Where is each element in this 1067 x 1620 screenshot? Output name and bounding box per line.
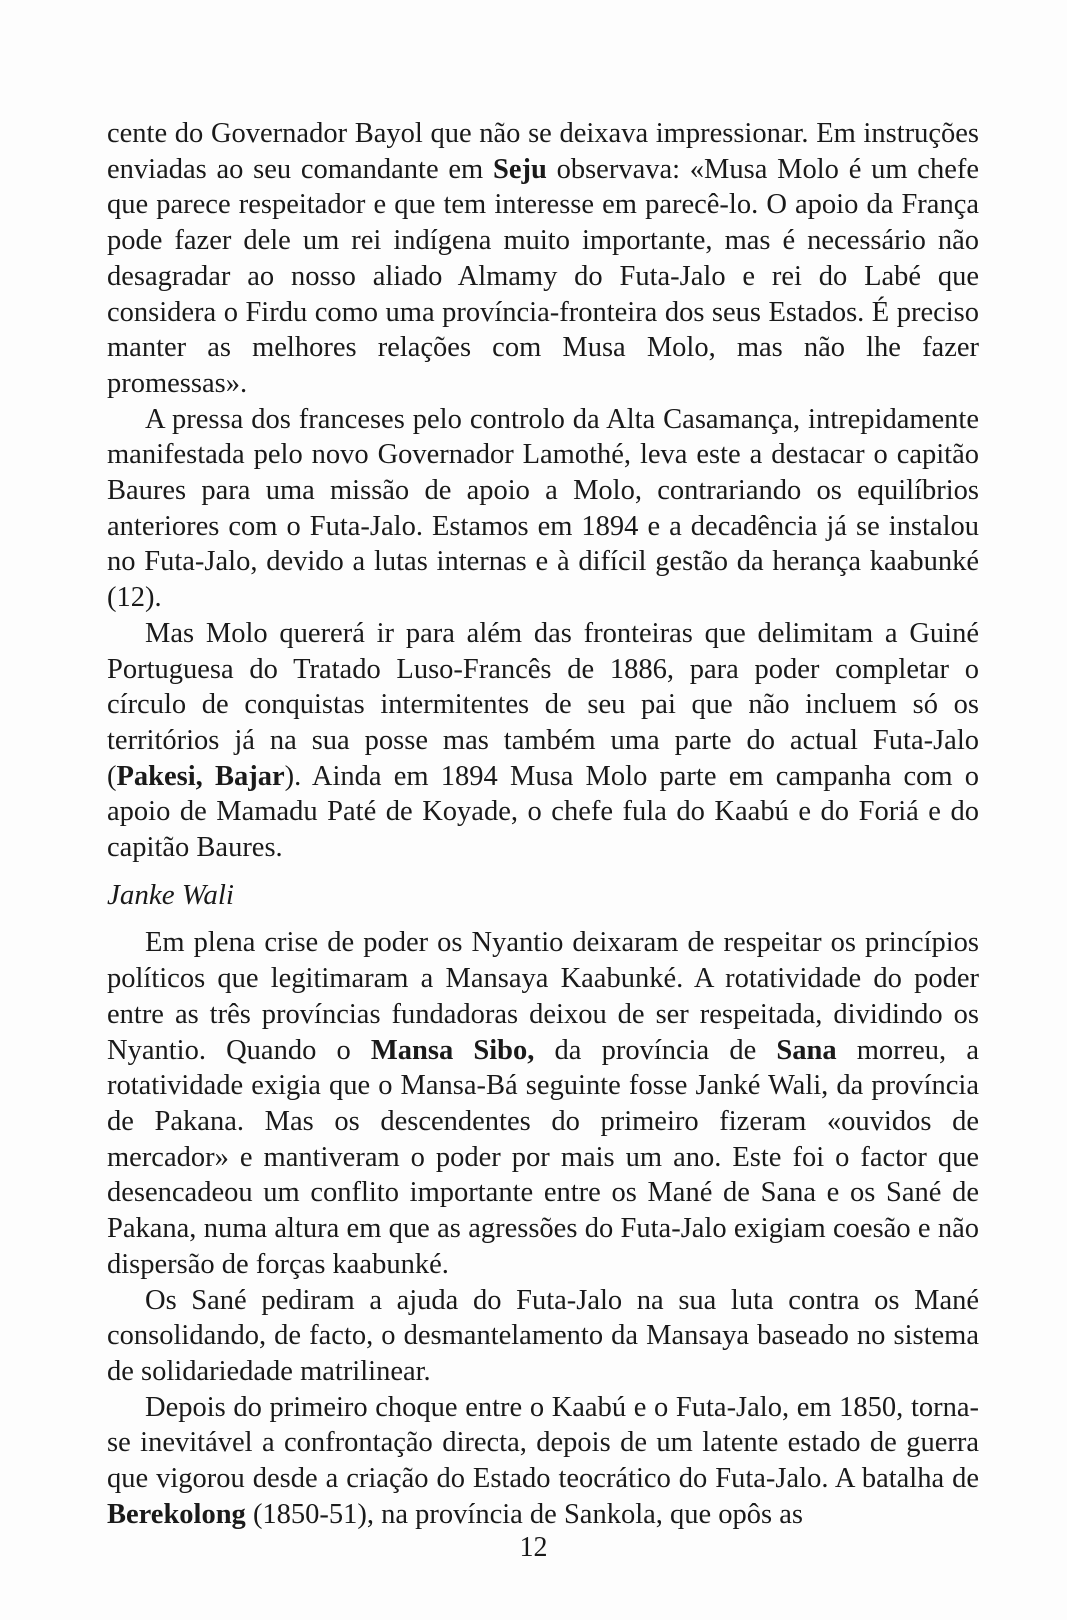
paragraph	[107, 925, 979, 1282]
bold-term: Seju	[492, 153, 547, 185]
bold-term: Mansa Sibo,	[370, 1034, 535, 1066]
bold-term: Pakesi, Bajar	[116, 760, 285, 792]
text-run: Os Sané pediram a ajuda do Futa-Jalo na sua luta contra os Mané consolidando, de facto, o desmantelamento da Mansaya baseado no sistema de solidariedade matrilinear.	[107, 1284, 979, 1387]
paragraph	[107, 616, 979, 866]
text-run: da província de	[534, 1034, 777, 1066]
bold-term: Sana	[776, 1034, 837, 1066]
section-heading: Janke Wali	[107, 878, 234, 911]
paragraph	[107, 1390, 979, 1533]
text-run: Depois do primeiro choque entre o Kaabú e o Futa-Jalo, em 1850, torna-se inevitável a confrontação directa, depois de um latente estado de guerra que vigorou desde a criação do Estado teocrático do Futa-Jalo. A batalha de	[107, 1391, 979, 1495]
text-run: morreu, a rotatividade exigia que o Mansa-Bá seguinte fosse Janké Wali, da província de Pakana. Mas os descendentes do primeiro fizeram «ouvidos de mercador» e mantiveram o poder por mais um ano. Este foi o factor que desencadeou um conflito importante entre os Mané de Sana e os Sané de Pakana, numa altura em que as agressões do Futa-Jalo exigiam coesão e não dispersão de forças kaabunké.	[107, 1034, 979, 1280]
text-run: observava: «Musa Molo é um chefe que parece respeitador e que tem interesse em parecê-lo. O apoio da França pode fazer dele um rei indígena muito importante, mas é necessário não desagradar ao nosso aliado Almamy do Futa-Jalo e rei do Labé que considera o Firdu como uma província-fronteira dos seus Estados. É preciso manter as melhores relações com Musa Molo, mas não lhe fazer promessas».	[107, 153, 979, 399]
text-run: ). Ainda em 1894 Musa Molo parte em campanha com o apoio de Mamadu Paté de Koyade, o chefe fula do Kaabú e do Foriá e do capitão Baures.	[107, 760, 979, 864]
bold-term: Berekolong	[107, 1498, 246, 1530]
paragraph	[107, 116, 979, 402]
text-run: A pressa dos franceses pelo controlo da Alta Casamança, intrepidamente manifestada pelo novo Governador Lamothé, leva este a destacar o capitão Baures para uma missão de apoio a Molo, contrariando os equilíbrios anteriores com o Futa-Jalo. Estamos em 1894 e a decadência já se instalou no Futa-Jalo, devido a lutas internas e à difícil gestão da herança kaabunké (12).	[107, 403, 979, 614]
paragraphs-before-heading	[107, 116, 979, 866]
text-run: cente do Governador Bayol que não se deixava impressionar. Em instruções enviadas ao seu comandante em	[107, 118, 979, 185]
page-number: 12	[519, 1532, 548, 1563]
text-run: Em plena crise de poder os Nyantio deixaram de respeitar os princípios políticos que legitimaram a Mansaya Kaabunké. A rotatividade do poder entre as três províncias fundadoras deixou de ser respeitada, dividindo os Nyantio. Quando o	[107, 927, 979, 1066]
paragraph	[107, 1283, 979, 1390]
paragraphs-after-heading	[107, 925, 979, 1532]
body-text	[107, 116, 979, 1532]
text-run: (1850-51), na província de Sankola, que opôs as	[245, 1498, 804, 1530]
paragraph	[107, 402, 979, 616]
text-run: Mas Molo quererá ir para além das fronteiras que delimitam a Guiné Portuguesa do Tratado Luso-Francês de 1886, para poder completar o círculo de conquistas intermitentes de seu pai que não incluem só os territórios já na sua posse mas também uma parte do actual Futa-Jalo (	[107, 617, 979, 792]
